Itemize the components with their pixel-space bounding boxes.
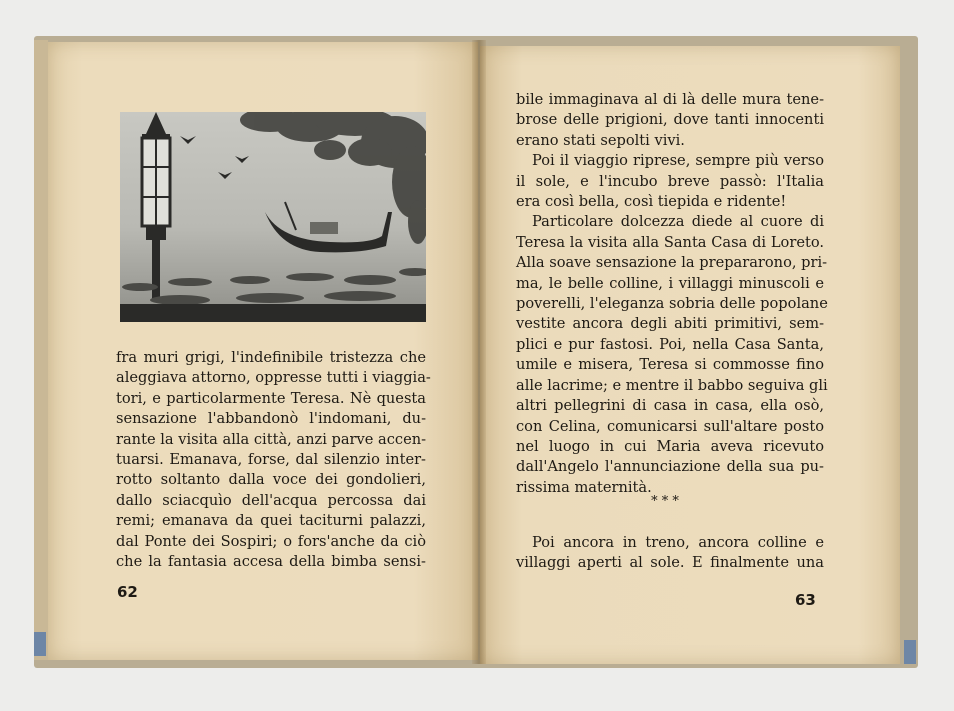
text-line: dal Ponte dei Sospiri; o fors'anche da ciò xyxy=(116,532,426,550)
cover-corner-blue xyxy=(34,632,46,656)
page-number-left: 62 xyxy=(117,583,138,601)
text-line: tori, e particolarmente Teresa. Nè questa xyxy=(116,389,426,407)
section-separator: * * * xyxy=(651,494,679,509)
text-line: dall'Angelo l'annunciazione della sua pu- xyxy=(516,458,824,476)
text-line: rissima maternità. xyxy=(516,478,652,496)
text-line: sensazione l'abbandonò l'indomani, du- xyxy=(116,410,426,428)
text-line: aleggiava attorno, oppresse tutti i viaggia- xyxy=(116,369,431,387)
water-plants xyxy=(122,268,426,305)
page-number-right: 63 xyxy=(795,591,816,609)
text-line: fra muri grigi, l'indefinibile tristezza che xyxy=(116,349,426,366)
text-line: Alla soave sensazione la prepararono, pri- xyxy=(516,254,828,272)
book-cover-edge xyxy=(34,40,48,660)
text-line: dallo sciacquìo dell'acqua percossa dai xyxy=(116,491,426,509)
text-line: altri pellegrini di casa in casa, ella osò, xyxy=(516,397,824,415)
text-line: umile e misera, Teresa si commosse fino xyxy=(516,356,824,374)
text-line: poverelli, l'eleganza sobria delle popolane xyxy=(516,295,828,313)
text-line: vestite ancora degli abiti primitivi, sem- xyxy=(516,315,824,333)
gondola xyxy=(265,202,392,252)
text-line: ma, le belle colline, i villaggi minuscoli e xyxy=(516,274,824,292)
venice-scene-image xyxy=(120,112,426,322)
text-line: Poi ancora in treno, ancora colline e xyxy=(532,534,824,551)
right-page-text-continued xyxy=(516,533,824,574)
text-line: alle lacrime; e mentre il babbo seguiva gli xyxy=(516,376,828,394)
text-line: il sole, e l'incubo breve passò: l'Italia xyxy=(516,172,824,190)
text-line: Poi il viaggio riprese, sempre più verso xyxy=(532,152,824,170)
left-page-text xyxy=(116,348,431,572)
text-line: bile immaginava al di là delle mura tene- xyxy=(516,91,824,108)
lantern xyxy=(142,112,170,300)
text-line: plici e pur fastosi. Poi, nella Casa Santa, xyxy=(516,335,824,353)
book-gutter xyxy=(472,40,486,664)
text-line: rante la visita alla città, anzi parve accen- xyxy=(116,430,427,448)
text-line: rotto soltanto dalla voce dei gondolieri, xyxy=(116,471,426,489)
text-line: con Celina, comunicarsi sull'altare posto xyxy=(516,417,824,435)
text-line: nel luogo in cui Maria aveva ricevuto xyxy=(516,437,824,455)
text-line: era così bella, così tiepida e ridente! xyxy=(516,193,787,211)
text-line: villaggi aperti al sole. E finalmente una xyxy=(516,554,824,572)
text-line: erano stati sepolti vivi. xyxy=(516,131,685,149)
text-line: Particolare dolcezza diede al cuore di xyxy=(532,213,824,231)
right-page-text xyxy=(516,90,828,498)
text-line: brose delle prigioni, dove tanti innocenti xyxy=(516,111,824,129)
cover-corner-blue-right xyxy=(904,640,916,664)
text-line: remi; emanava da quei taciturni palazzi, xyxy=(116,512,426,530)
text-line: tuarsi. Emanava, forse, dal silenzio inter- xyxy=(116,451,426,469)
text-line: Teresa la visita alla Santa Casa di Loreto. xyxy=(516,233,824,251)
illustration-gondola xyxy=(120,112,426,322)
text-line: che la fantasia accesa della bimba sensi- xyxy=(116,553,426,571)
birds xyxy=(180,136,249,179)
